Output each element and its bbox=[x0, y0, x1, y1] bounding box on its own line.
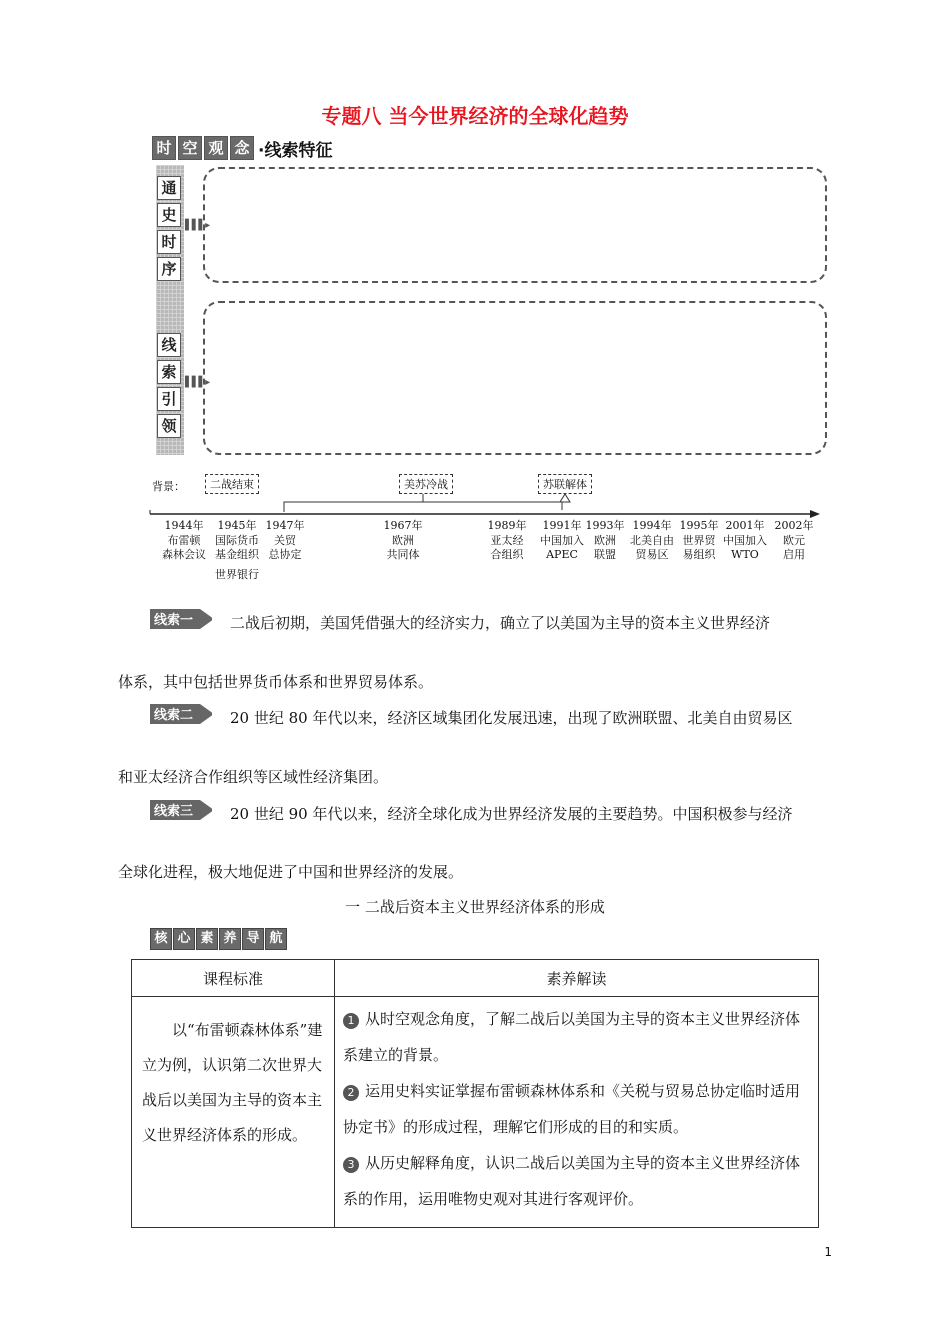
timeline-event: 国际货币 基金组织 bbox=[215, 534, 259, 561]
panel-label-history bbox=[157, 176, 183, 284]
number-badge: 2 bbox=[343, 1085, 359, 1101]
clues-panel-box bbox=[203, 301, 827, 455]
timeline-event: 亚太经 合组织 bbox=[490, 534, 524, 561]
timeline-year: 1989年 bbox=[487, 519, 527, 532]
curriculum-standard-text: 以“布雷顿森林体系”建立为例，认识第二次世界大战后以美国为主导的资本主义世界经济体系的形成。 bbox=[142, 1021, 323, 1144]
literacy-point-text: 从历史解释角度，认识二战后以美国为主导的资本主义世界经济体系的作用，运用唯物史观对其进行客观评价。 bbox=[343, 1154, 801, 1208]
timeline-year: 1991年 bbox=[542, 519, 582, 532]
nav-tag-char: 心 bbox=[173, 928, 195, 950]
clue-text-line: 20 世纪 80 年代以来，经济区域集团化发展迅速，出现了欧洲联盟、北美自由贸易区 bbox=[230, 709, 793, 727]
tag-char: 时 bbox=[152, 136, 176, 160]
panel-char: 通 bbox=[157, 176, 181, 200]
nav-tag-char: 养 bbox=[219, 928, 241, 950]
nav-tag-char: 航 bbox=[265, 928, 287, 950]
arrow-marker-icon: ▌▌▌▸ bbox=[185, 377, 210, 388]
page-number: 1 bbox=[824, 1245, 832, 1259]
core-literacy-nav-tag bbox=[150, 928, 288, 950]
clue-text-line: 二战后初期，美国凭借强大的经济实力，确立了以美国为主导的资本主义世界经济 bbox=[230, 614, 771, 632]
section-tag-time-space bbox=[152, 136, 332, 160]
clue-text-line: 和亚太经济合作组织等区域性经济集团。 bbox=[118, 768, 389, 786]
tag-char: 观 bbox=[204, 136, 228, 160]
panel-char: 时 bbox=[157, 230, 181, 254]
number-badge: 1 bbox=[343, 1013, 359, 1029]
literacy-interpretation-cell bbox=[335, 997, 819, 1228]
timeline-year: 1967年 bbox=[383, 519, 423, 532]
timeline-year: 1993年 bbox=[585, 519, 625, 532]
timeline-year: 2002年 bbox=[774, 519, 814, 532]
literacy-point-text: 从时空观念角度，了解二战后以美国为主导的资本主义世界经济体系建立的背景。 bbox=[343, 1010, 801, 1064]
timeline-year: 2001年 bbox=[725, 519, 765, 532]
panel-char: 引 bbox=[157, 387, 181, 411]
table-header: 素养解读 bbox=[335, 960, 819, 997]
timeline-year: 1994年 bbox=[632, 519, 672, 532]
timeline-event: 欧洲 联盟 bbox=[594, 534, 616, 561]
timeline-event: 中国加入 WTO bbox=[723, 534, 767, 561]
clue-text-line: 20 世纪 90 年代以来，经济全球化成为世界经济发展的主要趋势。中国积极参与经济 bbox=[230, 805, 793, 823]
panel-char: 线 bbox=[157, 333, 181, 357]
literacy-point-text: 运用史料实证掌握布雷顿森林体系和《关税与贸易总协定临时适用协定书》的形成过程，理解它们形成的目的和实质。 bbox=[343, 1082, 801, 1136]
clue-label: 线索二 bbox=[154, 708, 194, 723]
curriculum-standard-cell bbox=[132, 997, 335, 1228]
clue-text-line: 体系，其中包括世界货币体系和世界贸易体系。 bbox=[118, 673, 434, 691]
timeline-event: 布雷顿 森林会议 bbox=[162, 534, 206, 561]
nav-tag-char: 素 bbox=[196, 928, 218, 950]
history-panel-box bbox=[203, 167, 827, 283]
timeline-event: 中国加入 APEC bbox=[540, 534, 584, 561]
clue-text-line: 全球化进程，极大地促进了中国和世界经济的发展。 bbox=[118, 863, 464, 881]
literacy-point bbox=[343, 1001, 810, 1073]
table-header: 课程标准 bbox=[132, 960, 335, 997]
timeline-event: 关贸 总协定 bbox=[268, 534, 302, 561]
clue-badge-icon bbox=[150, 704, 212, 724]
section-heading: 一 二战后资本主义世界经济体系的形成 bbox=[345, 898, 605, 916]
nav-tag-char: 导 bbox=[242, 928, 264, 950]
panel-char: 索 bbox=[157, 360, 181, 384]
timeline-event: 世界贸 易组织 bbox=[682, 534, 716, 561]
tag-char: 念 bbox=[230, 136, 254, 160]
clue-badge-icon bbox=[150, 800, 212, 820]
arrow-marker-icon: ▌▌▌▸ bbox=[185, 220, 210, 231]
literacy-point bbox=[343, 1073, 810, 1145]
panel-label-clues bbox=[157, 333, 183, 441]
timeline-tag-cold-war: 美苏冷战 bbox=[399, 474, 453, 494]
tag-char: 空 bbox=[178, 136, 202, 160]
timeline-year: 1945年 bbox=[217, 519, 257, 532]
curriculum-table bbox=[131, 959, 819, 1228]
panel-char: 史 bbox=[157, 203, 181, 227]
timeline-tag-ussr-collapse: 苏联解体 bbox=[538, 474, 592, 494]
number-badge: 3 bbox=[343, 1157, 359, 1173]
timeline-event: 欧洲 共同体 bbox=[386, 534, 420, 561]
timeline-background-label: 背景： bbox=[152, 480, 185, 493]
timeline-event: 欧元 启用 bbox=[783, 534, 805, 561]
timeline-year: 1995年 bbox=[679, 519, 719, 532]
literacy-point bbox=[343, 1145, 810, 1217]
timeline-year: 1944年 bbox=[164, 519, 204, 532]
nav-tag-char: 核 bbox=[150, 928, 172, 950]
tag-suffix: ·线索特征 bbox=[258, 140, 333, 161]
timeline-event-extra: 世界银行 bbox=[215, 568, 259, 581]
panel-char: 序 bbox=[157, 257, 181, 281]
timeline-event: 北美自由 贸易区 bbox=[630, 534, 674, 561]
timeline-year: 1947年 bbox=[265, 519, 305, 532]
timeline-tag-ww2-end: 二战结束 bbox=[205, 474, 259, 494]
clue-badge-icon bbox=[150, 609, 212, 629]
clue-label: 线索三 bbox=[154, 804, 194, 819]
clue-label: 线索一 bbox=[154, 613, 194, 628]
panel-char: 领 bbox=[157, 414, 181, 438]
page-title: 专题八 当今世界经济的全球化趋势 bbox=[321, 104, 629, 128]
